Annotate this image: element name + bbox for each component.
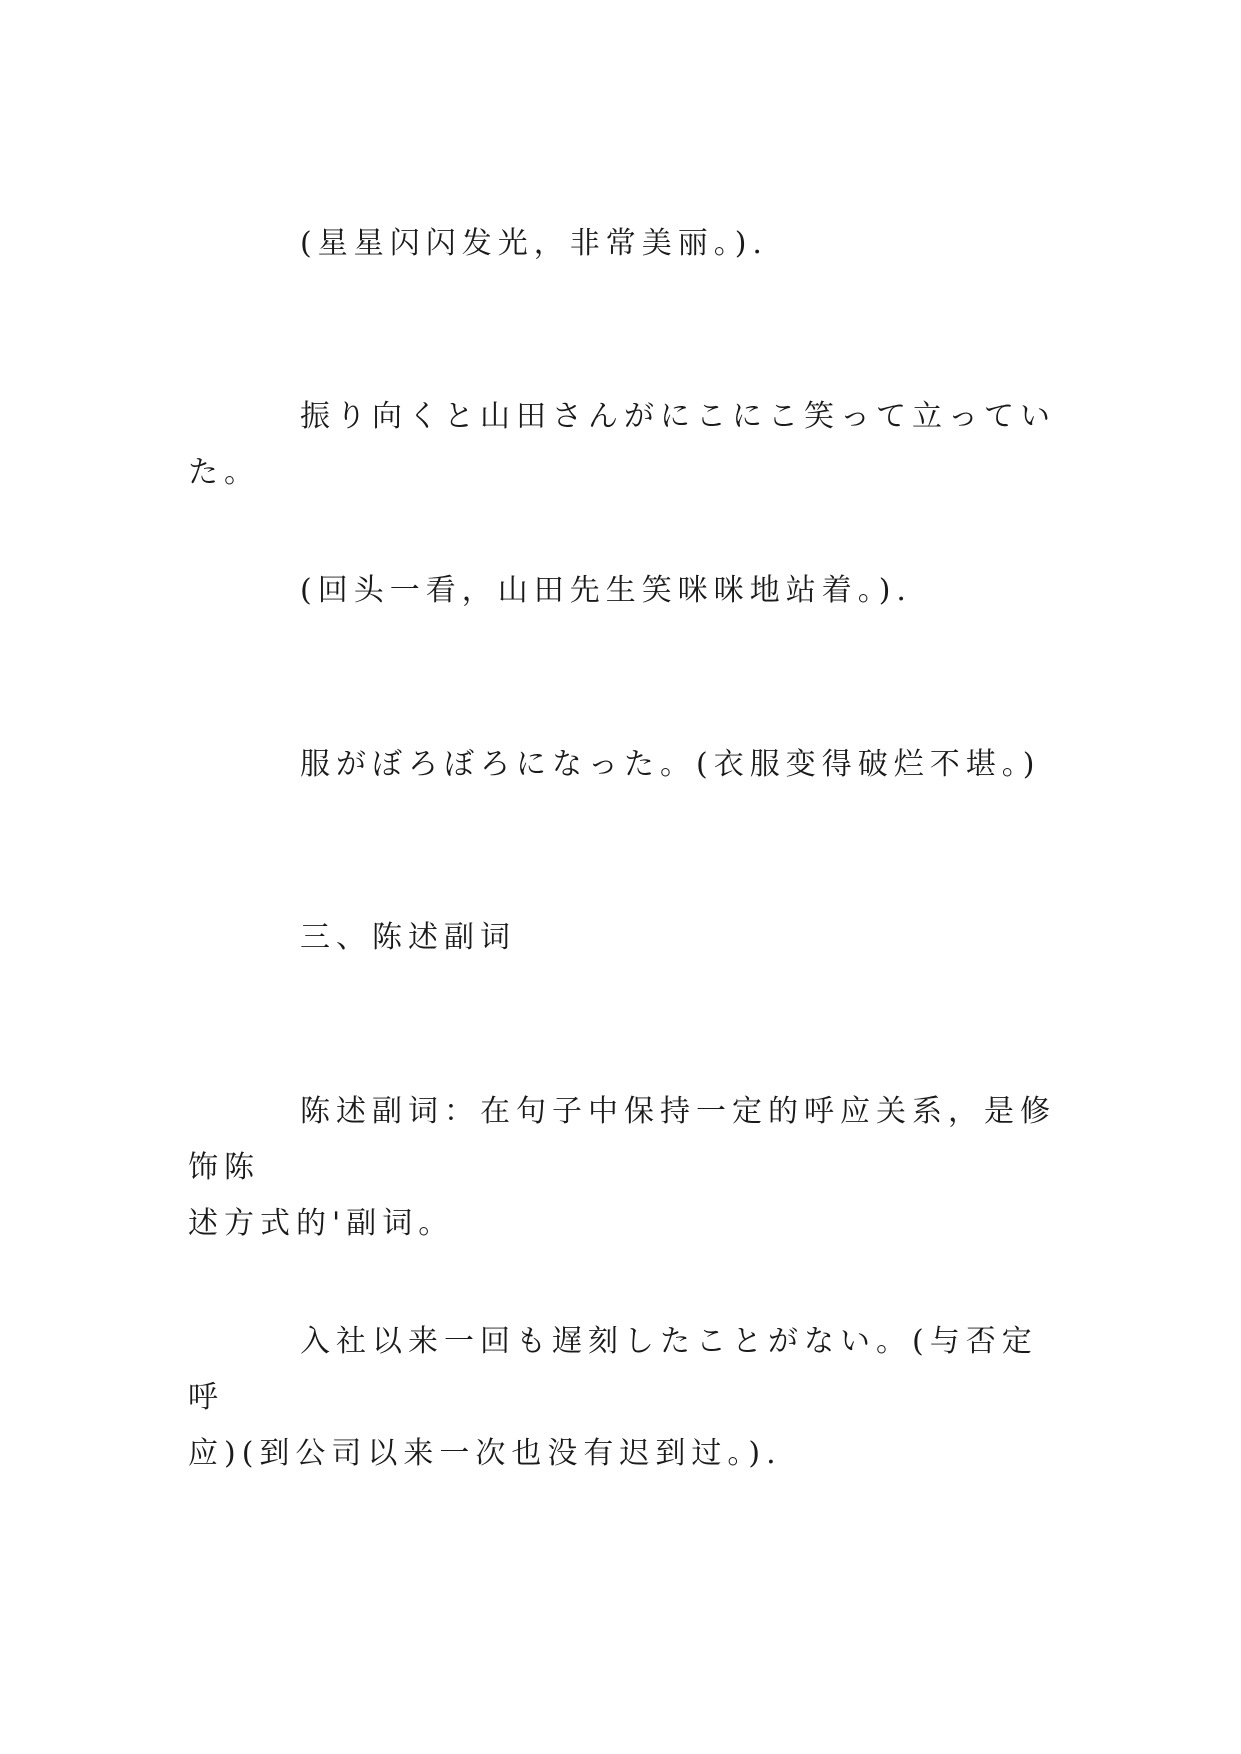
section-heading [188,910,1058,966]
paragraph-lateness-example [188,1314,1058,1482]
paragraph-clothes-example [188,737,1058,793]
paragraph-line: 述方式的'副词。 [188,1206,455,1241]
paragraph-line: 应)(到公司以来一次也没有迟到过。). [188,1436,782,1471]
paragraph-definition [188,1084,1058,1252]
paragraph-line: (星星闪闪发光，非常美丽。). [300,226,768,261]
heading-text: 三、陈述副词 [300,920,516,955]
paragraph-line: 振り向くと山田さんがにこにこ笑って立っていた。 [188,399,1056,490]
paragraph-line: 服がぼろぼろになった。(衣服变得破烂不堪。) [300,747,1041,782]
paragraph-yamada-japanese [188,389,1058,501]
paragraph-line: 陈述副词：在句子中保持一定的呼应关系，是修饰陈 [188,1094,1056,1185]
paragraph-stars-translation [188,216,1058,272]
paragraph-yamada-translation [188,563,1058,619]
paragraph-line: 入社以来一回も遅刻したことがない。(与否定呼 [188,1324,1038,1415]
paragraph-line: (回头一看，山田先生笑咪咪地站着。). [300,573,912,608]
